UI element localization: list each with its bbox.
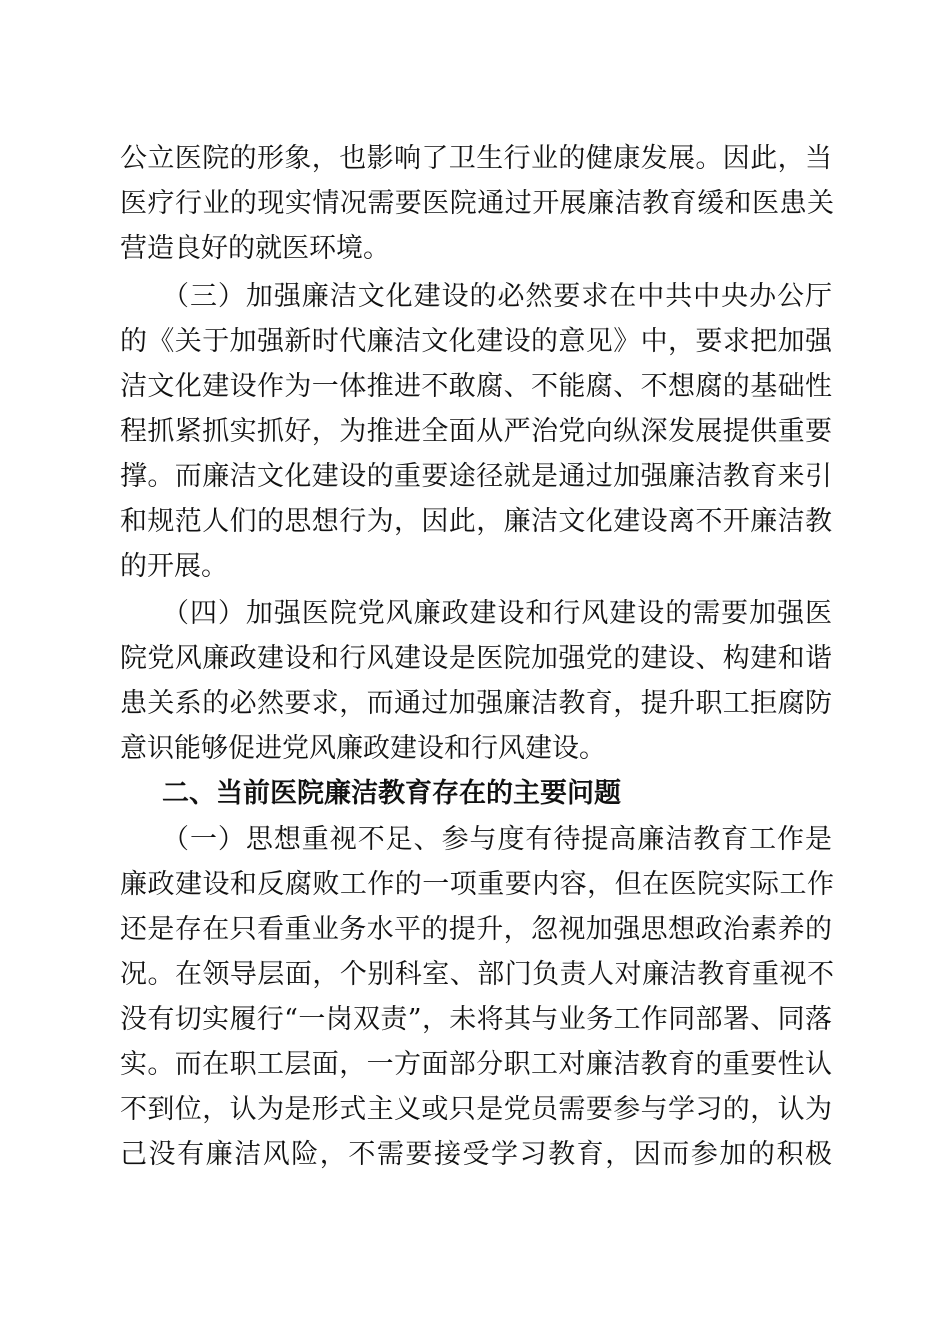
text-line: 患关系的必然要求，而通过加强廉洁教育，提升职工拒腐防 — [120, 688, 832, 719]
text-line: 实。而在职工层面，一方面部分职工对廉洁教育的重要性认 — [120, 1049, 832, 1080]
text-line: 不到位，认为是形式主义或只是党员需要参与学习的，认为 — [120, 1094, 832, 1125]
text-line: 没有切实履行“一岗双责”，未将其与业务工作同部署、同落 — [120, 1004, 832, 1035]
text-line: （一）思想重视不足、参与度有待提高廉洁教育工作是 — [162, 824, 832, 855]
text-line: （四）加强医院党风廉政建设和行风建设的需要加强医 — [162, 598, 832, 629]
text-line: 医疗行业的现实情况需要医院通过开展廉洁教育缓和医患关 — [120, 188, 834, 219]
text-line: 还是存在只看重业务水平的提升，忽视加强思想政治素养的 — [120, 914, 832, 945]
text-line: （三）加强廉洁文化建设的必然要求在中共中央办公厅 — [162, 281, 832, 312]
section-heading: 二、当前医院廉洁教育存在的主要问题 — [162, 778, 621, 809]
text-line: 廉政建设和反腐败工作的一项重要内容，但在医院实际工作 — [120, 869, 834, 900]
text-line: 己没有廉洁风险，不需要接受学习教育，因而参加的积极 — [120, 1139, 832, 1170]
text-line: 营造良好的就医环境。 — [120, 233, 390, 264]
text-line: 公立医院的形象，也影响了卫生行业的健康发展。因此，当 — [120, 143, 832, 174]
text-line: 程抓紧抓实抓好，为推进全面从严治党向纵深发展提供重要 — [120, 416, 832, 447]
text-line: 洁文化建设作为一体推进不敢腐、不能腐、不想腐的基础性 — [120, 371, 832, 402]
text-line: 意识能够促进党风廉政建设和行风建设。 — [120, 733, 606, 764]
text-line: 况。在领导层面，个别科室、部门负责人对廉洁教育重视不 — [120, 959, 834, 990]
text-line: 撑。而廉洁文化建设的重要途径就是通过加强廉洁教育来引 — [120, 461, 832, 492]
text-line: 和规范人们的思想行为，因此，廉洁文化建设离不开廉洁教 — [120, 506, 832, 537]
text-line: 的《关于加强新时代廉洁文化建设的意见》中，要求把加强 — [120, 326, 832, 357]
text-line: 院党风廉政建设和行风建设是医院加强党的建设、构建和谐 — [120, 643, 832, 674]
text-line: 的开展。 — [120, 551, 228, 582]
